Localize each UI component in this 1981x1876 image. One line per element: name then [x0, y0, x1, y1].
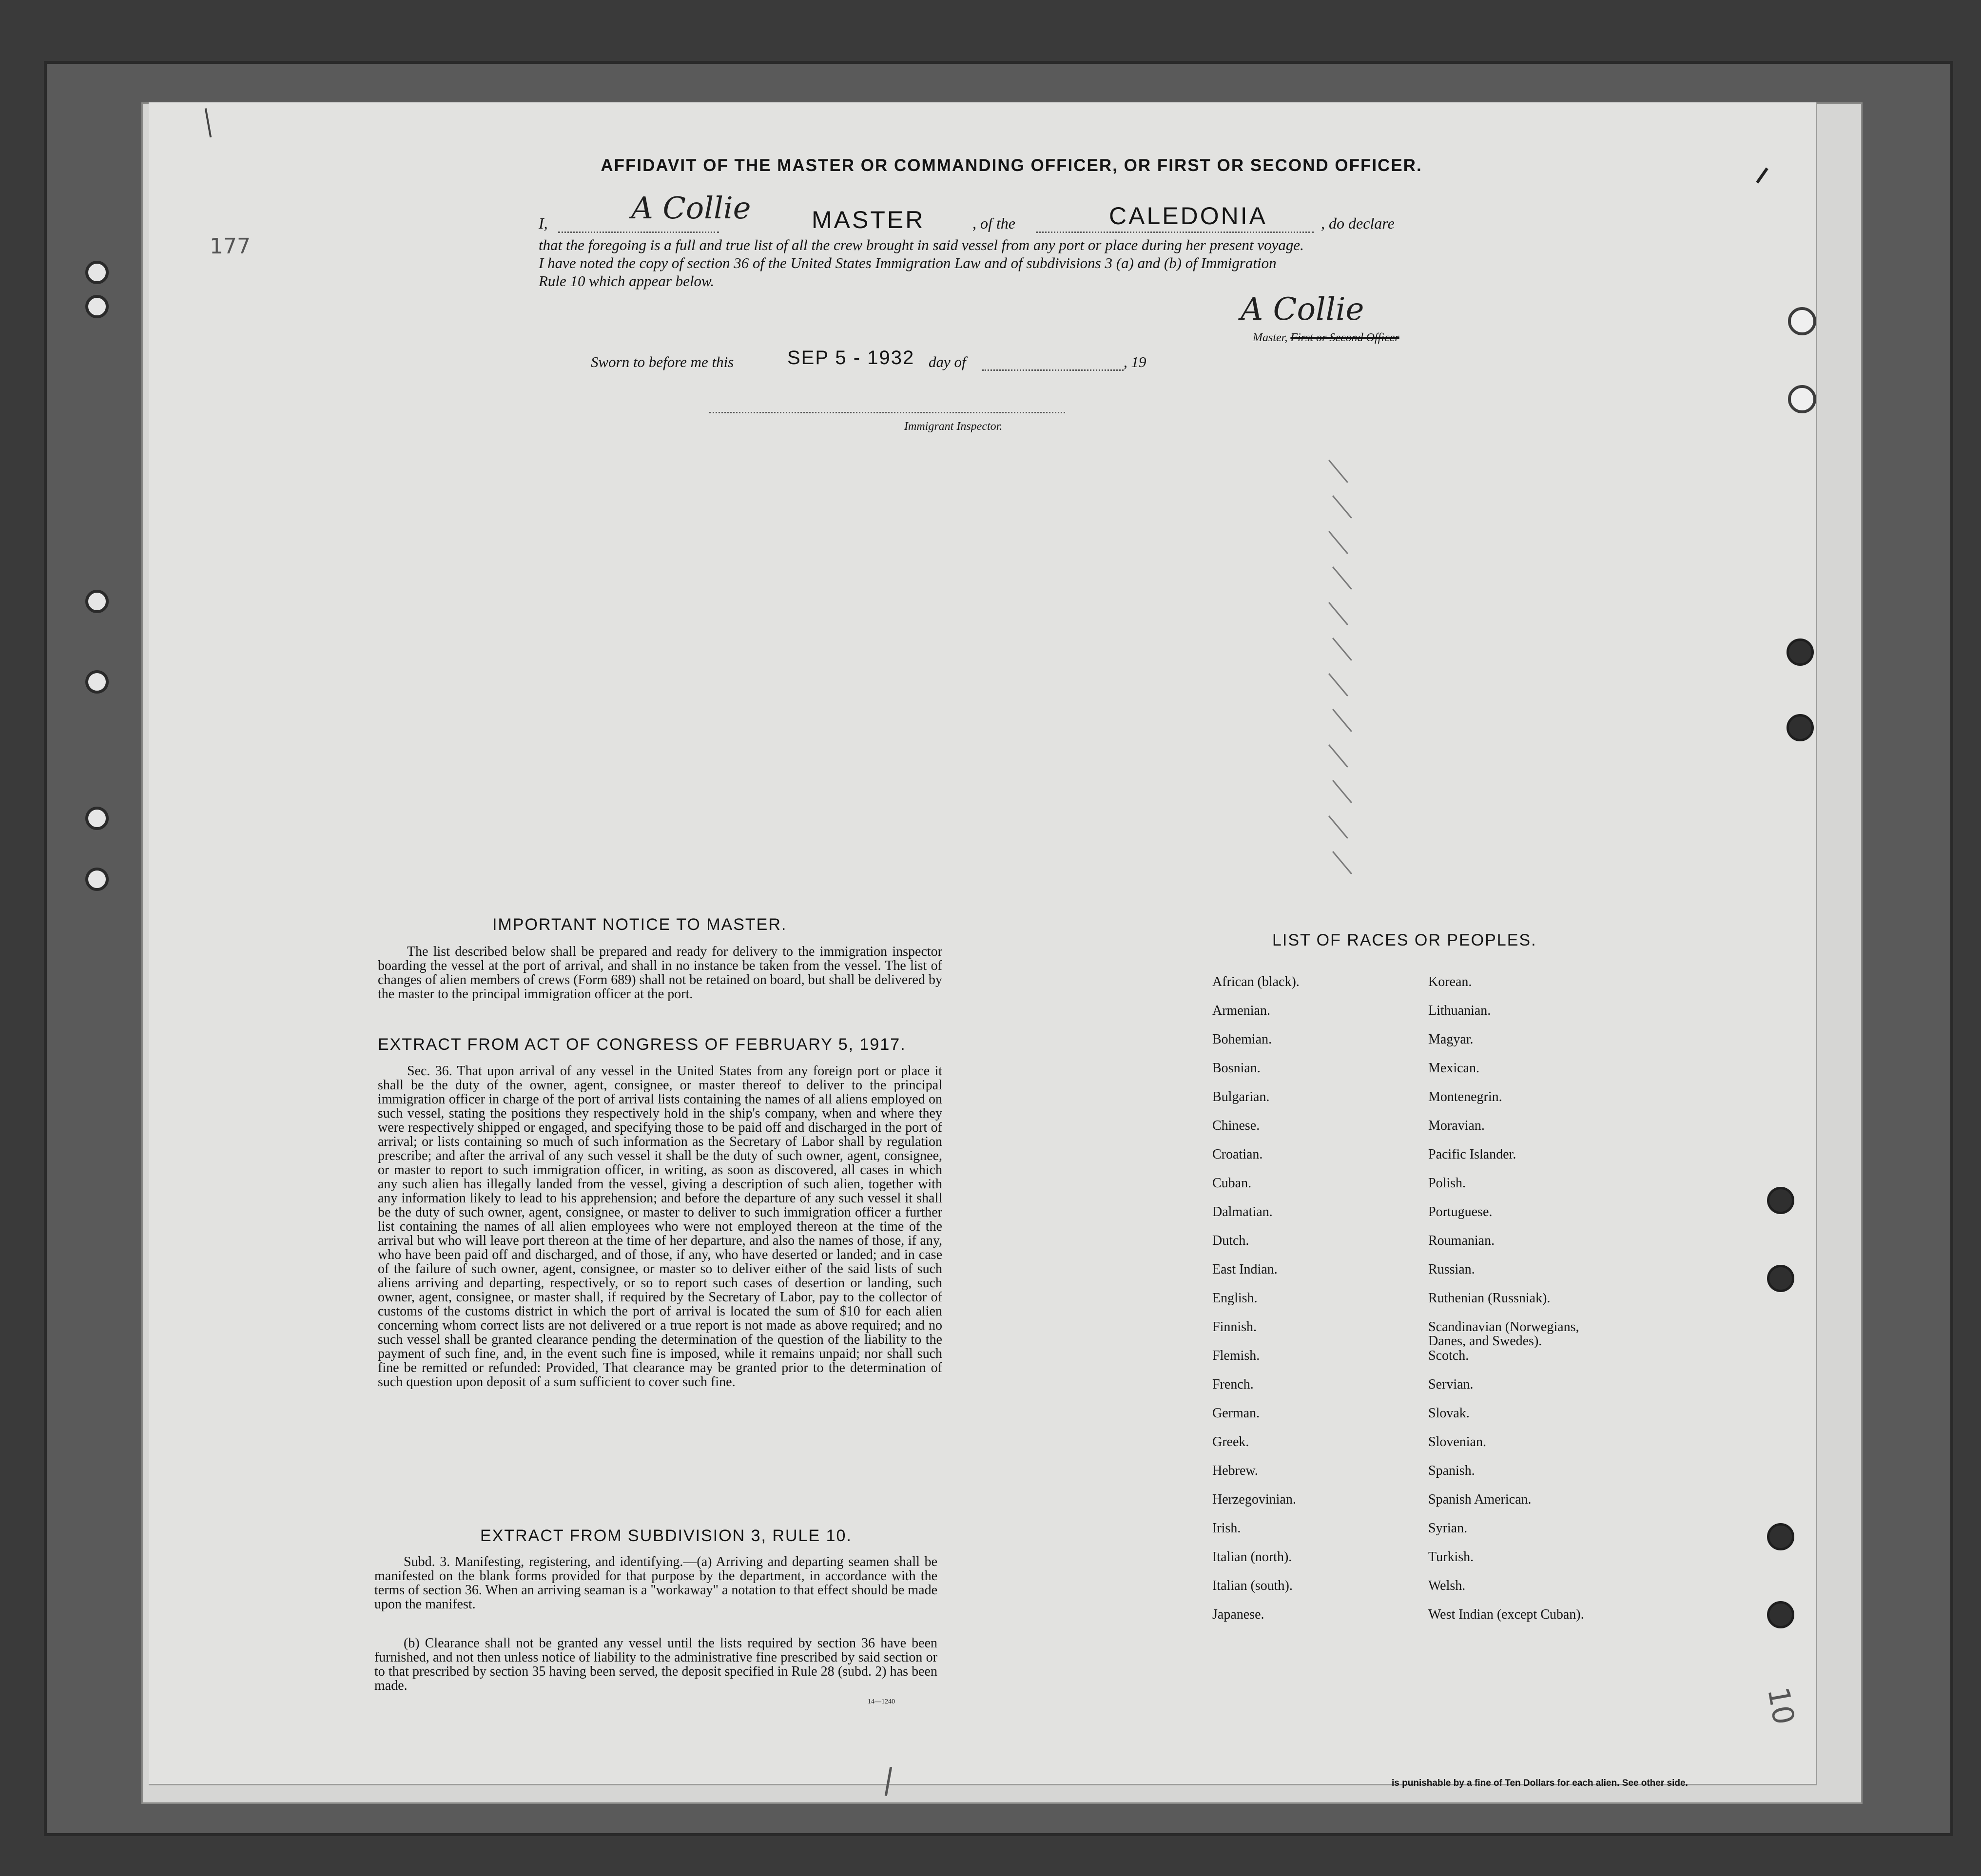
- affidavit-line-1: [539, 190, 1479, 234]
- rank-field: MASTER: [812, 206, 925, 233]
- affidavit-prefix: I,: [539, 214, 548, 232]
- race-item: African (black).: [1212, 974, 1300, 989]
- binder-hole-icon: [1767, 1187, 1794, 1214]
- declaration-line-4: Rule 10 which appear below.: [539, 272, 715, 290]
- race-item: Armenian.: [1212, 1003, 1270, 1018]
- binder-hole-icon: [1767, 1265, 1794, 1292]
- race-item: English.: [1212, 1291, 1258, 1306]
- race-item: Bohemian.: [1212, 1032, 1272, 1047]
- race-item: Russian.: [1428, 1262, 1475, 1277]
- race-item: West Indian (except Cuban).: [1428, 1607, 1584, 1622]
- race-item: East Indian.: [1212, 1262, 1278, 1277]
- affidavit-sheet: [149, 102, 1817, 1785]
- binder-hole-icon: [1788, 307, 1816, 335]
- binder-hole-icon: [85, 670, 109, 694]
- race-item: Polish.: [1428, 1176, 1466, 1191]
- handwritten-signature-name: A Collie: [631, 190, 751, 226]
- binder-hole-icon: [1787, 714, 1814, 741]
- margin-handwritten-number: 10: [1761, 1684, 1801, 1727]
- race-item: German.: [1212, 1406, 1260, 1421]
- race-item: Bulgarian.: [1212, 1089, 1270, 1104]
- race-item: Scandinavian (Norwegians, Danes, and Swedes).: [1428, 1319, 1579, 1349]
- act-extract-text: Sec. 36. That upon arrival of any vessel in the United States from any foreign port or place it shall be the duty of the owner, agent, consignee, or master thereof to deliver to the principal immigration officer in charge of the port of arrival lists containing the names of all aliens employed on such vessel, stating the positions they respectively hold in the ship's company, when and where they were respectively shipped or engaged, and specifying those to be paid off and discharged in the port of arrival; or lists containing so much of such information as the Secretary of Labor shall by regulation prescribe; and after the arrival of any such vessel it shall be the duty of such owner, agent, consignee, or master to report to such immigration officer, in writing, as soon as discovered, all cases in which any such alien has illegally landed from the vessel, giving a description of such alien, together with any information likely to lead to his apprehension; and before the departure of any such vessel it shall be the duty of such owner, agent, consignee, or master to deliver to such immigration officer a further list containing the names of all alien employees who were not employed thereon at the time of the arrival but who will leave port thereon at the time of her departure, and also the names of those, if any, who have been paid off and discharged, and of those, if any, who have deserted or landed; and in case of the failure of such owner, agent, consignee, or master so to deliver either of the said lists of such aliens arriving and departing, respectively, or so to report such cases of desertion or landing, such owner, agent, consignee, or master shall, if required by the Secretary of Labor, pay to the collector of customs of the customs district in which the port of arrival is located the sum of $10 for each alien concerning whom correct lists are not delivered or a true report is not made as above required; and no such vessel shall be granted clearance pending the determination of the question of the liability to the payment of such fine, and, in the event such fine is imposed, while it remains unpaid; nor shall such fine be remitted or refunded: Provided, That clearance may be granted prior to the determination of such question upon deposit of a sum sufficient to cover such fine.: [378, 1064, 942, 1390]
- declaration-line-2: that the foregoing is a full and true list of all the crew brought in said vessel from any port or place during her present voyage.: [539, 236, 1304, 253]
- notice-text: The list described below shall be prepared and ready for delivery to the immigration inspector boarding the vessel at the port of arrival, and shall in no instance be taken from the vessel. The list of changes of alien members of crews (Form 689) shall not be retained on board, but shall be delivered by the master to the principal immigration officer at the port.: [378, 944, 942, 1002]
- inspector-caption: Immigrant Inspector.: [904, 420, 1003, 433]
- race-item: Greek.: [1212, 1434, 1249, 1450]
- race-item: Lithuanian.: [1428, 1003, 1491, 1018]
- master-signature: A Collie: [1241, 291, 1364, 328]
- race-item: Pacific Islander.: [1428, 1147, 1516, 1162]
- race-item: Syrian.: [1428, 1521, 1468, 1536]
- declaration-line-3: I have noted the copy of section 36 of the United States Immigration Law and of subdivisions 3 (a) and (b) of Immigration: [539, 254, 1277, 271]
- sworn-day-of: day of: [929, 353, 966, 370]
- race-item: Portuguese.: [1428, 1204, 1493, 1219]
- vessel-blank-line: [1036, 232, 1314, 233]
- race-item: Croatian.: [1212, 1147, 1263, 1162]
- race-item: Moravian.: [1428, 1118, 1485, 1133]
- race-item: Herzegovinian.: [1212, 1492, 1296, 1507]
- binder-hole-icon: [1787, 638, 1814, 666]
- binder-hole-icon: [1788, 385, 1816, 413]
- notice-heading: IMPORTANT NOTICE TO MASTER.: [492, 915, 787, 934]
- race-item: Scotch.: [1428, 1348, 1469, 1363]
- race-item: Finnish.: [1212, 1319, 1257, 1334]
- race-item: Turkish.: [1428, 1549, 1474, 1565]
- sworn-prefix: Sworn to before me this: [591, 353, 734, 370]
- form-number: 14—1240: [868, 1698, 895, 1705]
- binder-hole-icon: [85, 807, 109, 830]
- rule-extract-text-a: Subd. 3. Manifesting, registering, and identifying.—(a) Arriving and departing seamen shall be manifested on the blank forms provided for that purpose by the department, in accordance with the terms of section 36. When an arriving seaman is a "workaway" a notation to that effect should be made upon the manifest.: [374, 1554, 937, 1612]
- sworn-year-prefix: , 19: [1124, 353, 1146, 370]
- race-item: Cuban.: [1212, 1176, 1252, 1191]
- binder-hole-icon: [85, 261, 109, 284]
- sworn-date-stamp: SEP 5 - 1932: [787, 347, 915, 368]
- margin-page-number: 177: [210, 234, 251, 259]
- race-item: Korean.: [1428, 974, 1472, 989]
- race-item: Spanish American.: [1428, 1492, 1532, 1507]
- rule-extract-heading: EXTRACT FROM SUBDIVISION 3, RULE 10.: [480, 1527, 852, 1545]
- race-item: Dalmatian.: [1212, 1204, 1273, 1219]
- vessel-name-field: CALEDONIA: [1109, 202, 1267, 230]
- binder-hole-icon: [1767, 1523, 1794, 1550]
- race-item: Roumanian.: [1428, 1233, 1495, 1248]
- penalty-footnote: is punishable by a fine of Ten Dollars for each alien. See other side.: [1392, 1778, 1688, 1788]
- race-item: Magyar.: [1428, 1032, 1474, 1047]
- race-item: Chinese.: [1212, 1118, 1260, 1133]
- inspector-signature-line: [709, 412, 1065, 413]
- race-item: Italian (south).: [1212, 1578, 1293, 1593]
- race-item: French.: [1212, 1377, 1254, 1392]
- race-item: Hebrew.: [1212, 1463, 1258, 1478]
- race-item: Bosnian.: [1212, 1061, 1261, 1076]
- binder-hole-icon: [85, 590, 109, 613]
- binder-hole-icon: [85, 868, 109, 891]
- do-declare-label: , do declare: [1321, 214, 1395, 232]
- race-item: Irish.: [1212, 1521, 1241, 1536]
- affidavit-title: AFFIDAVIT OF THE MASTER OR COMMANDING OFFICER, OR FIRST OR SECOND OFFICER.: [601, 156, 1422, 175]
- act-extract-heading: EXTRACT FROM ACT OF CONGRESS OF FEBRUARY 5, 1917.: [378, 1035, 906, 1054]
- race-item: Dutch.: [1212, 1233, 1249, 1248]
- races-heading: LIST OF RACES OR PEOPLES.: [1272, 931, 1537, 949]
- race-item: Slovak.: [1428, 1406, 1470, 1421]
- rule-extract-text-b: (b) Clearance shall not be granted any vessel until the lists required by section 36 have been furnished, and not then unless notice of liability to the administrative fine prescribed by said section or to that prescribed by section 35 having been served, the deposit specified in Rule 28 (subd. 2) has been made.: [374, 1636, 937, 1693]
- race-item: Welsh.: [1428, 1578, 1466, 1593]
- race-item: Montenegrin.: [1428, 1089, 1502, 1104]
- race-item: Slovenian.: [1428, 1434, 1486, 1450]
- race-item: Servian.: [1428, 1377, 1474, 1392]
- of-the-label: , of the: [972, 214, 1015, 232]
- race-item: Spanish.: [1428, 1463, 1475, 1478]
- race-item: Ruthenian (Russniak).: [1428, 1291, 1551, 1306]
- race-item: Italian (north).: [1212, 1549, 1292, 1565]
- struck-officer-caption: First or Second Officer: [1290, 331, 1399, 344]
- binder-hole-icon: [1767, 1601, 1794, 1628]
- binder-hole-icon: [85, 295, 109, 318]
- race-item: Japanese.: [1212, 1607, 1264, 1622]
- race-item: Mexican.: [1428, 1061, 1479, 1076]
- master-caption-label: Master,: [1253, 331, 1288, 344]
- race-item: Flemish.: [1212, 1348, 1260, 1363]
- name-blank-line: [558, 232, 719, 233]
- master-caption: [1253, 331, 1399, 345]
- month-blank-line: [982, 369, 1124, 371]
